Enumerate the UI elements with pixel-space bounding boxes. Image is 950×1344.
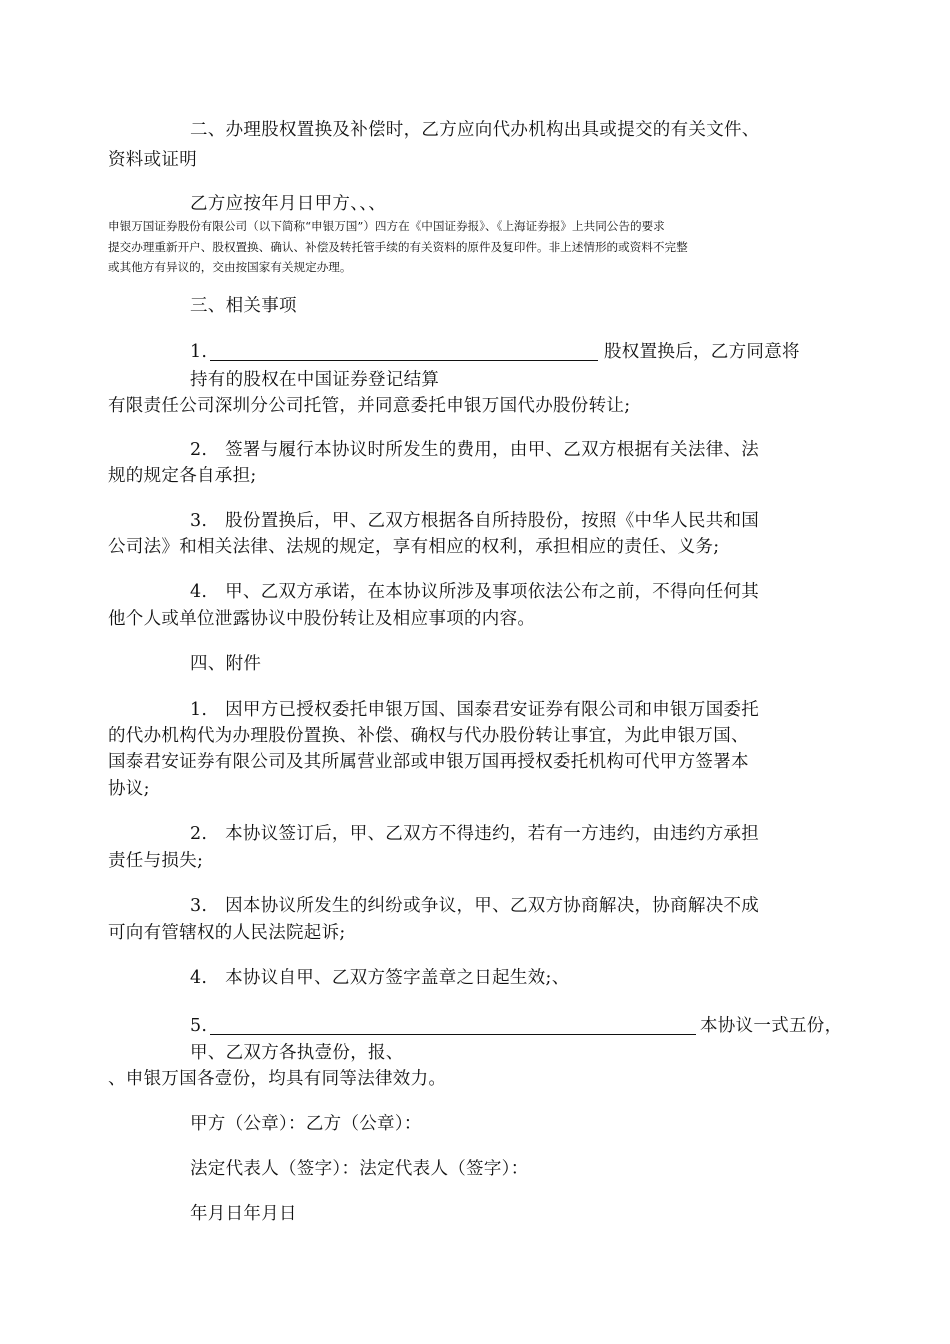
section3-heading: 三、相关事项 [190, 296, 297, 316]
section3-item1-line3: 有限责任公司深圳分公司托管，并同意委托申银万国代办股份转让; [108, 396, 631, 416]
section2-intro: 乙方应按年月日甲方、、、 [190, 194, 387, 214]
section3-item1-number: 1. [190, 342, 208, 362]
section4-item1-line3: 国泰君安证券有限公司及其所属营业部或申银万国再授权委托机构可代甲方签署本 [108, 752, 749, 772]
section4-item3-line1: 3. 因本协议所发生的纠纷或争议，甲、乙双方协商解决，协商解决不成 [190, 896, 760, 916]
section3-item4-line1: 4. 甲、乙双方承诺，在本协议所涉及事项依法公布之前，不得向任何其 [190, 582, 760, 602]
section4-heading: 四、附件 [190, 654, 262, 674]
section3-item2-line2: 规的规定各自承担; [108, 466, 257, 486]
section4-item2-line2: 责任与损失; [108, 851, 204, 871]
signature-seals: 甲方（公章）：乙方（公章）： [190, 1114, 422, 1134]
section3-item1-text: 股权置换后，乙方同意将 [604, 342, 800, 362]
signature-representatives: 法定代表人（签字）：法定代表人（签字）： [190, 1159, 529, 1179]
section4-item4: 4. 本协议自甲、乙双方签字盖章之日起生效;、 [190, 968, 570, 988]
section4-item2-line1: 2. 本协议签订后，甲、乙双方不得违约，若有一方违约，由违约方承担 [190, 824, 760, 844]
section4-item3-line2: 可向有管辖权的人民法院起诉; [108, 923, 346, 943]
section3-item4-line2: 他个人或单位泄露协议中股份转让及相应事项的内容。 [108, 609, 536, 629]
section4-item5-blank [210, 1034, 696, 1035]
section4-item1-line2: 的代办机构代为办理股份置换、补偿、确权与代办股份转让事宜，为此申银万国、 [108, 726, 749, 746]
section4-item5-line2: 甲、乙双方各执壹份，报、 [190, 1043, 404, 1063]
section3-item3-line2: 公司法》和相关法律、法规的规定，享有相应的权利，承担相应的责任、义务; [108, 537, 720, 557]
section3-item3-line1: 3. 股份置换后，甲、乙双方根据各自所持股份，按照《中华人民共和国 [190, 511, 760, 531]
section4-item1-line1: 1. 因甲方已授权委托申银万国、国泰君安证券有限公司和申银万国委托 [190, 700, 760, 720]
section3-item1-blank [210, 360, 598, 361]
section3-item1-line2: 持有的股权在中国证券登记结算 [190, 370, 440, 390]
section4-item5-number: 5. [190, 1016, 208, 1036]
section4-item5-text: 本协议一式五份， [700, 1016, 843, 1036]
section2-fine-line1: 申银万国证券股份有限公司（以下简称“申银万国”）四方在《中国证券报》、《上海证券报》上共同公告的要求 [108, 219, 665, 233]
section2-fine-line3: 或其他方有异议的，交由按国家有关规定办理。 [108, 260, 352, 274]
section3-item2-line1: 2. 签署与履行本协议时所发生的费用，由甲、乙双方根据有关法律、法 [190, 440, 760, 460]
section2-fine-line2: 提交办理重新开户、股权置换、确认、补偿及转托管手续的有关资料的原件及复印件。非上述情形的或资料不完整 [108, 240, 688, 254]
section4-item1-line4: 协议; [108, 779, 150, 799]
section4-item5-line3: 、申银万国各壹份，均具有同等法律效力。 [108, 1069, 447, 1089]
signature-dates: 年月日年月日 [190, 1204, 297, 1224]
section2-heading-line2: 资料或证明 [108, 150, 197, 170]
section2-heading-line1: 二、办理股权置换及补偿时，乙方应向代办机构出具或提交的有关文件、 [190, 120, 760, 140]
